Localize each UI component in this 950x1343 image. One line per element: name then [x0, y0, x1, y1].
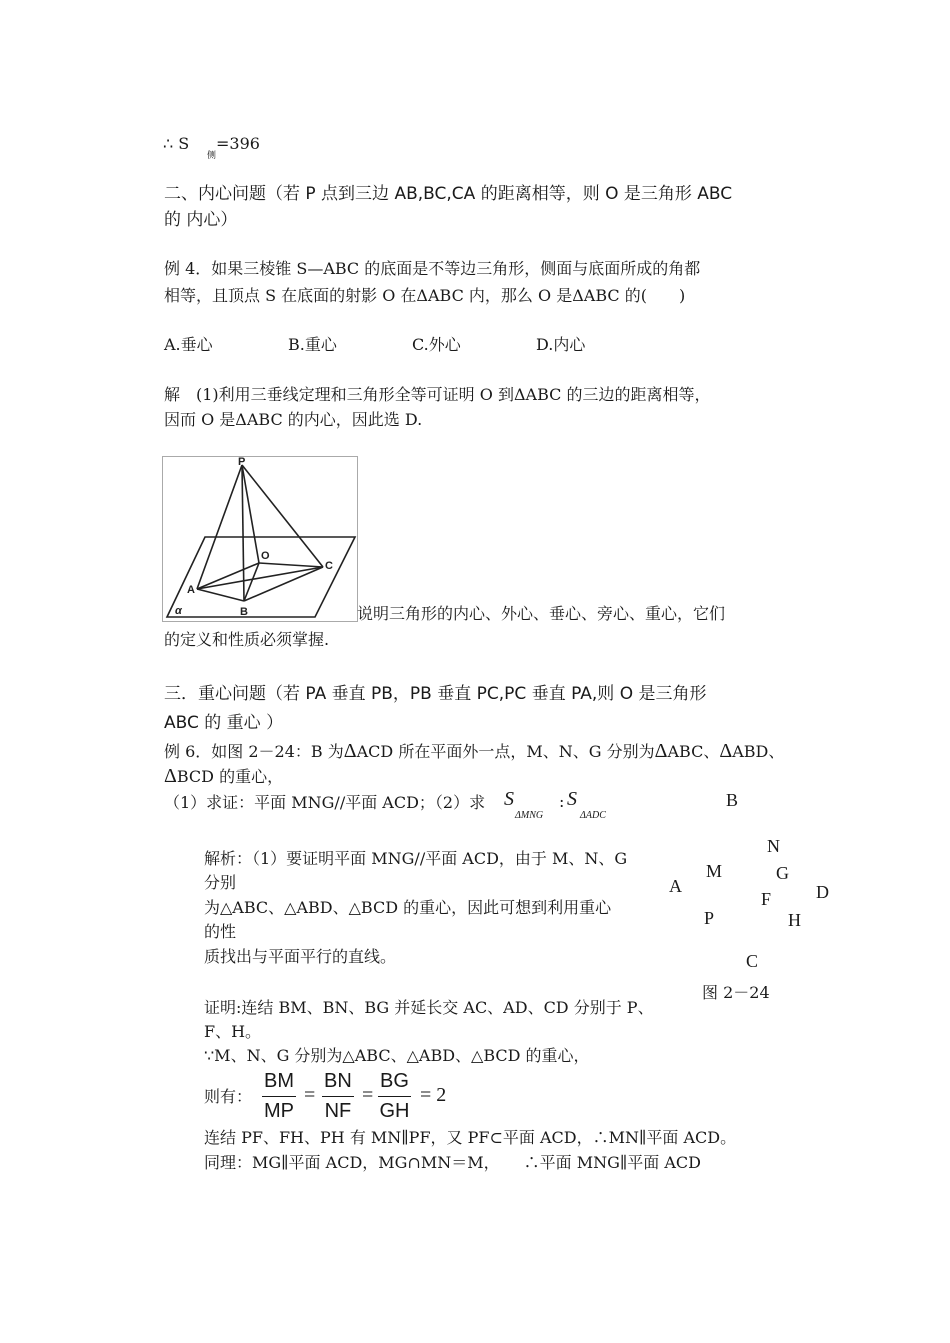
fig-label-n: N: [767, 836, 780, 856]
proof-line3: ∵M、N、G 分别为△ABC、△ABD、△BCD 的重心，: [204, 1046, 590, 1065]
equals-1: =: [304, 1084, 316, 1106]
area-s-adc-subscript: ΔADC: [580, 810, 606, 821]
analysis-line4: 的性: [204, 922, 237, 941]
label-alpha: α: [175, 605, 182, 617]
solution-line1: 解 (1)利用三垂线定理和三角形全等可证明 O 到ΔABC 的三边的距离相等，: [164, 385, 711, 404]
s-side-subscript: 侧: [207, 151, 217, 161]
solution-line2: 因而 O 是ΔABC 的内心，因此选 D.: [164, 410, 423, 429]
label-o: O: [261, 550, 270, 562]
therefore-s-side: ∴ S: [163, 134, 190, 153]
fraction-bg-gh: $\frac{BG}{GH}$: [379, 1070, 410, 1122]
pyramid-drawing: [163, 457, 357, 621]
example6-line1: 例 6．如图 2－24：B 为ΔACD 所在平面外一点，M、N、G 分别为ΔABC、ΔABD、: [164, 740, 785, 762]
note-line2: 的定义和性质必须掌握.: [164, 630, 330, 649]
analysis-line5: 质找出与平面平行的直线。: [204, 947, 397, 966]
fig-label-b: B: [726, 790, 739, 810]
equals-two: = 2: [420, 1084, 447, 1106]
line-oc: [259, 563, 323, 567]
edge-ac: [197, 567, 323, 589]
edge-pc: [242, 465, 323, 567]
option-c: C.外心: [412, 335, 461, 354]
example4-line2: 相等，且顶点 S 在底面的射影 O 在ΔABC 内，那么 O 是ΔABC 的( ): [164, 286, 686, 305]
area-s-mng: S: [504, 788, 514, 810]
label-b: B: [240, 606, 248, 618]
fig-label-f: F: [761, 889, 772, 909]
fig-label-d: D: [816, 882, 829, 902]
area-s-adc: S: [567, 788, 577, 810]
note-line1: 说明三角形的内心、外心、垂心、旁心、重心，它们: [357, 604, 726, 623]
s-side-value: =396: [216, 134, 260, 153]
analysis-line3: 为△ABC、△ABD、△BCD 的重心，因此可想到利用重心: [204, 898, 612, 917]
ratio-colon: :: [559, 792, 565, 811]
connect-line: 连结 PF、FH、PH 有 MN∥PF，又 PF⊂平面 ACD，∴MN∥平面 ACD。: [204, 1128, 737, 1147]
edge-pa: [197, 465, 242, 589]
fig-label-p: P: [704, 908, 715, 928]
label-p: P: [238, 457, 246, 468]
plane-alpha: [167, 537, 355, 617]
option-a: A.垂心: [164, 335, 213, 354]
section2-heading-line2: 的 内心）: [164, 210, 238, 230]
proof-line2: F、H。: [204, 1022, 262, 1041]
option-b: B.重心: [288, 335, 337, 354]
fig-label-m: M: [706, 861, 723, 881]
option-d: D.内心: [536, 335, 586, 354]
section2-heading-line1: 二、内心问题（若 P 点到三边 AB,BC,CA 的距离相等，则 O 是三角形 ABC: [164, 184, 733, 204]
edge-ab: [197, 589, 244, 601]
proof-line1: 证明:连结 BM、BN、BG 并延长交 AC、AD、CD 分别于 P、: [204, 998, 654, 1017]
edge-po: [242, 465, 259, 563]
similarly-line: 同理：MG∥平面 ACD，MG∩MN＝M， ∴平面 MNG∥平面 ACD: [204, 1153, 701, 1172]
equals-2: =: [362, 1084, 374, 1106]
section3-heading-line2: ABC 的 重心 ）: [164, 713, 284, 733]
then-label: 则有：: [204, 1087, 253, 1106]
label-c: C: [325, 560, 333, 572]
area-s-mng-subscript: ΔMNG: [515, 810, 544, 821]
fig-label-c: C: [746, 951, 759, 971]
fig-label-g: G: [776, 863, 789, 883]
analysis-line2: 分别: [204, 873, 237, 892]
question-text: （1）求证：平面 MNG//平面 ACD；（2）求: [164, 793, 486, 812]
figure-caption: 图 2－24: [702, 983, 770, 1002]
fig-label-a: A: [669, 876, 682, 896]
example6-line2: ΔBCD 的重心，: [164, 765, 284, 787]
fraction-bm-mp: $\frac{BM}{MP}$: [264, 1070, 294, 1122]
fig-label-h: H: [788, 910, 801, 930]
section3-heading-line1: 三．重心问题（若 PA 垂直 PB，PB 垂直 PC,PC 垂直 PA,则 O 是三角形: [164, 684, 707, 704]
label-a: A: [187, 584, 195, 596]
fraction-bn-nf: $\frac{BN}{NF}$: [324, 1070, 352, 1122]
example4-line1: 例 4．如果三棱锥 S—ABC 的底面是不等边三角形，侧面与底面所成的角都: [164, 259, 701, 278]
pyramid-figure: [162, 456, 358, 622]
analysis-line1: 解析：（1）要证明平面 MNG//平面 ACD，由于 M、N、G: [204, 849, 628, 868]
